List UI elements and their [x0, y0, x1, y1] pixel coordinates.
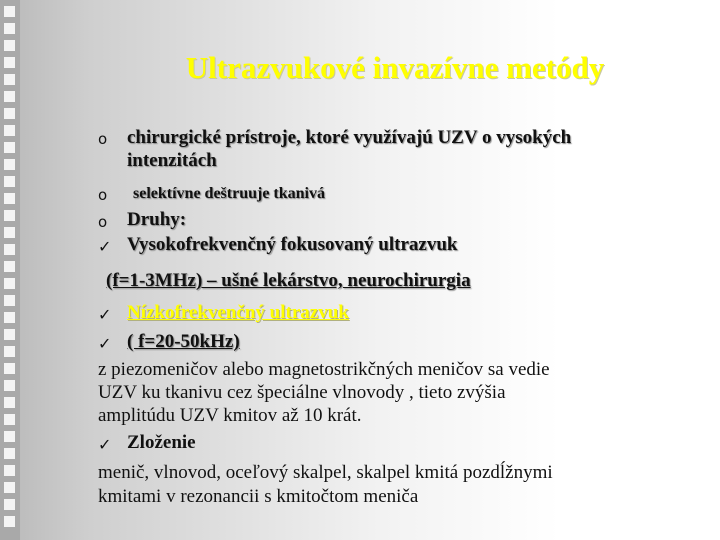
checklist-text: Zloženie	[127, 432, 196, 453]
checkmark-icon: ✓	[98, 237, 112, 256]
strip-square	[4, 346, 15, 357]
paragraph-line: amplitúdu UZV kmitov až 10 krát.	[98, 405, 362, 426]
strip-square	[4, 193, 15, 204]
checklist-text: Nízkofrekvenčný ultrazvuk	[127, 302, 349, 323]
checkmark-icon: ✓	[98, 305, 112, 324]
strip-square	[4, 448, 15, 459]
bullet-circle-icon: o	[98, 186, 108, 204]
paragraph-line: z piezomeničov alebo magnetostrikčných meničov sa vedie	[98, 359, 550, 380]
strip-square	[4, 125, 15, 136]
strip-square	[4, 176, 15, 187]
strip-square	[4, 210, 15, 221]
paragraph-line: UZV ku tkanivu cez špeciálne vlnovody , tieto zvýšia	[98, 382, 506, 403]
strip-square	[4, 261, 15, 272]
strip-square	[4, 482, 15, 493]
strip-square	[4, 108, 15, 119]
strip-square	[4, 40, 15, 51]
strip-square	[4, 465, 15, 476]
strip-square	[4, 295, 15, 306]
bullet-text: Druhy:	[127, 209, 187, 230]
strip-square	[4, 159, 15, 170]
strip-square	[4, 74, 15, 85]
checklist-subtext: (f=1-3MHz) – ušné lekárstvo, neurochirurgia	[106, 270, 471, 291]
strip-square	[4, 329, 15, 340]
strip-square	[4, 363, 15, 374]
bullet-circle-icon: o	[98, 213, 108, 231]
checkmark-icon: ✓	[98, 435, 112, 454]
strip-square	[4, 227, 15, 238]
strip-square	[4, 380, 15, 391]
strip-square	[4, 499, 15, 510]
bullet-text: selektívne deštruuje tkanivá	[133, 185, 325, 202]
decorative-side-strip	[0, 0, 20, 540]
strip-square	[4, 414, 15, 425]
strip-square	[4, 91, 15, 102]
strip-square	[4, 312, 15, 323]
bullet-text: intenzitách	[127, 150, 217, 171]
strip-square	[4, 23, 15, 34]
checklist-text: Vysokofrekvenčný fokusovaný ultrazvuk	[127, 234, 458, 255]
paragraph-line: kmitami v rezonancii s kmitočtom meniča	[98, 486, 419, 507]
strip-square	[4, 278, 15, 289]
bullet-circle-icon: o	[98, 130, 108, 148]
strip-square	[4, 142, 15, 153]
strip-square	[4, 57, 15, 68]
strip-square	[4, 516, 15, 527]
strip-square	[4, 397, 15, 408]
checkmark-icon: ✓	[98, 334, 112, 353]
paragraph-line: menič, vlnovod, oceľový skalpel, skalpel kmitá pozdĺžnymi	[98, 462, 553, 483]
checklist-text: ( f=20-50kHz)	[127, 331, 240, 352]
strip-square	[4, 431, 15, 442]
strip-square	[4, 6, 15, 17]
slide-title: Ultrazvukové invazívne metódy	[185, 50, 605, 85]
strip-square	[4, 244, 15, 255]
bullet-text: chirurgické prístroje, ktoré využívajú UZV o vysokých	[127, 127, 572, 148]
